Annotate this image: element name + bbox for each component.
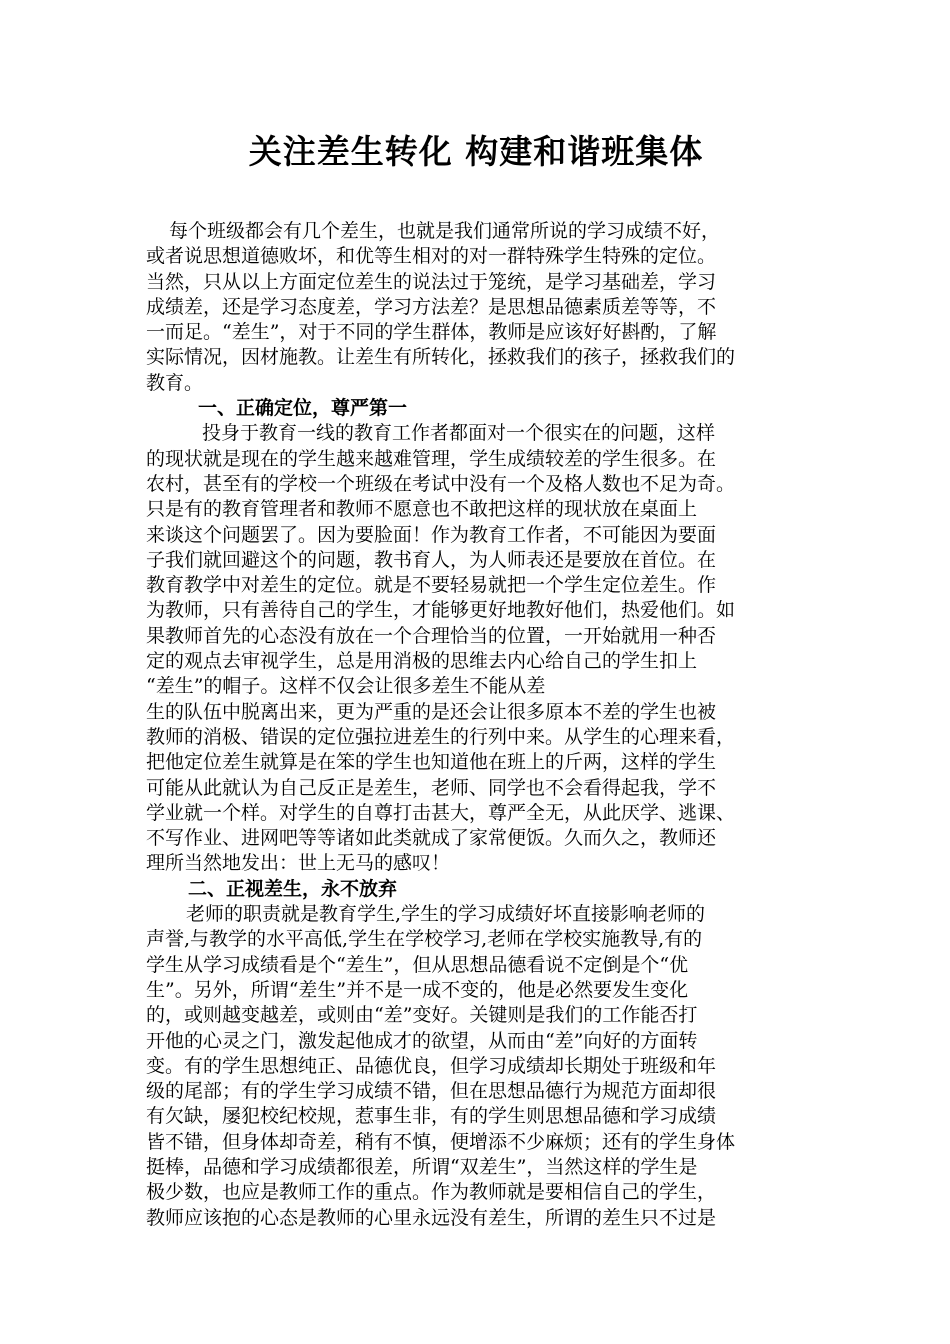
text-line: 变。有的学生思想纯正、品德优良，但学习成绩却长期处于班级和年 (146, 1054, 717, 1077)
text-line: 有欠缺，屡犯校纪校规，惹事生非，有的学生则思想品德和学习成绩 (146, 1105, 717, 1128)
text-line: 生的队伍中脱离出来，更为严重的是还会让很多原本不差的学生也被 (146, 700, 717, 723)
text-line: 实际情况，因材施教。让差生有所转化，拯救我们的孩子，拯救我们的 (146, 346, 736, 369)
text-line: 可能从此就认为自己反正是差生，老师、同学也不会看得起我，学不 (146, 776, 717, 799)
text-line: 只是有的教育管理者和教师不愿意也不敢把这样的现状放在桌面上 (146, 498, 698, 521)
text-line: 不写作业、进网吧等等诸如此类就成了家常便饭。久而久之，教师还 (146, 827, 717, 850)
text-line: 挺棒，品德和学习成绩都很差，所谓“双差生”，当然这样的学生是 (146, 1155, 698, 1178)
text-line: 教师的消极、错误的定位强拉进差生的行列中来。从学生的心理来看， (146, 725, 736, 748)
text-line: 老师的职责就是教育学生,学生的学习成绩好坏直接影响老师的 (186, 903, 706, 926)
text-line: 果教师首先的心态没有放在一个合理恰当的位置，一开始就用一种否 (146, 624, 717, 647)
text-line: 把他定位差生就算是在笨的学生也知道他在班上的斤两，这样的学生 (146, 751, 717, 774)
text-line: 级的尾部；有的学生学习成绩不错，但在思想品德行为规范方面却很 (146, 1080, 717, 1103)
text-line: 教师应该抱的心态是教师的心里永远没有差生，所谓的差生只不过是 (146, 1206, 717, 1229)
text-line: 生”。另外，所谓“差生”并不是一成不变的，他是必然要发生变化 (146, 978, 689, 1001)
text-line: 教育。 (146, 371, 204, 394)
text-line: 学生从学习成绩看是个“差生”，但从思想品德看说不定倒是个“优 (146, 953, 689, 976)
text-line: 当然，只从以上方面定位差生的说法过于笼统，是学习基础差，学习 (146, 270, 717, 293)
section-heading: 一、正确定位，尊严第一 (198, 397, 408, 420)
text-line: 的，或则越变越差，或则由“差”变好。关键则是我们的工作能否打 (146, 1004, 698, 1027)
document-body (146, 219, 812, 1231)
text-line: 开他的心灵之门，激发起他成才的欲望，从而由“差”向好的方面转 (146, 1029, 698, 1052)
text-line: 为教师，只有善待自己的学生，才能够更好地教好他们，热爱他们。如 (146, 599, 736, 622)
text-line: 一而足。“差生”，对于不同的学生群体，教师是应该好好斟酌，了解 (146, 321, 717, 344)
text-line: 的现状就是现在的学生越来越难管理，学生成绩较差的学生很多。在 (146, 447, 717, 470)
text-line: 成绩差，还是学习态度差，学习方法差？是思想品德素质差等等，不 (146, 295, 717, 318)
text-line: 每个班级都会有几个差生，也就是我们通常所说的学习成绩不好， (169, 220, 721, 242)
text-line: 子我们就回避这个的问题，教书育人，为人师表还是要放在首位。在 (146, 548, 717, 571)
text-line: 农村，甚至有的学校一个班级在考试中没有一个及格人数也不足为奇。 (146, 472, 736, 495)
section-heading: 二、正视差生，永不放弃 (188, 877, 398, 900)
text-line: 投身于教育一线的教育工作者都面对一个很实在的问题，这样 (202, 422, 716, 445)
text-line: 理所当然地发出：世上无马的感叹！ (146, 852, 451, 875)
text-line: 声誉,与教学的水平高低,学生在学校学习,老师在学校实施教导,有的 (146, 928, 703, 951)
text-line: 极少数，也应是教师工作的重点。作为教师就是要相信自己的学生， (146, 1181, 717, 1204)
text-line: “差生”的帽子。这样不仅会让很多差生不能从差 (146, 675, 546, 698)
text-line: 或者说思想道德败坏，和优等生相对的对一群特殊学生特殊的定位。 (146, 245, 717, 268)
text-line: 皆不错，但身体却奇差，稍有不慎，便增添不少麻烦；还有的学生身体 (146, 1130, 736, 1153)
document-title: 关注差生转化 构建和谐班集体 (248, 132, 704, 171)
text-line: 教育教学中对差生的定位。就是不要轻易就把一个学生定位差生。作 (146, 574, 717, 597)
text-line: 学业就一个样。对学生的自尊打击甚大，尊严全无，从此厌学、逃课、 (146, 801, 736, 824)
text-line: 定的观点去审视学生，总是用消极的思维去内心给自己的学生扣上 (146, 650, 698, 673)
text-line: 来谈这个问题罢了。因为要脸面！作为教育工作者，不可能因为要面 (146, 523, 717, 546)
